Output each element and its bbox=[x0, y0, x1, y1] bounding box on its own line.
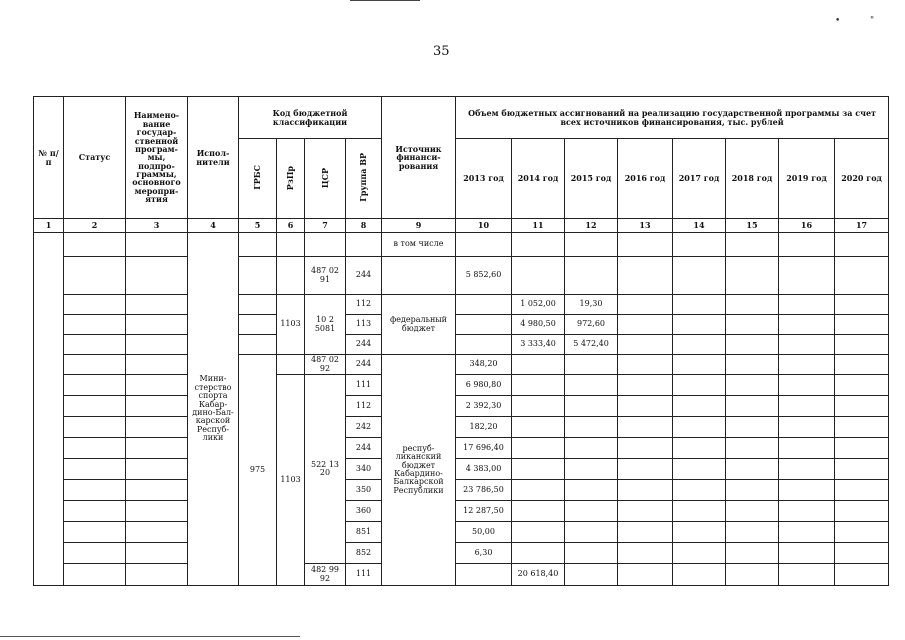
table-cell bbox=[64, 480, 126, 501]
bottom-rule bbox=[0, 636, 300, 637]
column-number: 8 bbox=[346, 219, 382, 233]
table-cell bbox=[779, 233, 835, 257]
table-cell bbox=[726, 522, 779, 543]
column-number: 2 bbox=[64, 219, 126, 233]
col-rzpr-header: РзПр bbox=[277, 139, 305, 219]
table-cell bbox=[726, 501, 779, 522]
table-cell bbox=[726, 335, 779, 355]
table-cell bbox=[239, 257, 277, 295]
page-number: 35 bbox=[433, 44, 450, 59]
table-cell bbox=[673, 543, 726, 564]
table-cell bbox=[126, 355, 188, 375]
table-cell bbox=[565, 459, 618, 480]
col-budget-code-header: Код бюджетной классификации bbox=[239, 97, 382, 139]
table-row bbox=[34, 522, 889, 543]
table-cell bbox=[64, 295, 126, 315]
header-row-1 bbox=[34, 97, 889, 139]
value-2015: 19,30 bbox=[565, 295, 618, 315]
table-cell bbox=[779, 480, 835, 501]
table-cell bbox=[126, 257, 188, 295]
table-cell bbox=[126, 295, 188, 315]
table-cell bbox=[835, 355, 889, 375]
table-cell bbox=[346, 233, 382, 257]
csr-cell: 487 02 91 bbox=[305, 257, 346, 295]
table-cell bbox=[64, 564, 126, 586]
vr-cell: 340 bbox=[346, 459, 382, 480]
table-cell bbox=[673, 335, 726, 355]
table-cell bbox=[835, 257, 889, 295]
column-number: 12 bbox=[565, 219, 618, 233]
col-volume-header: Объем бюджетных ассигнований на реализацию государственной программы за счет всех источников финансирования, тыс. рублей bbox=[456, 97, 889, 139]
executor-cell: Мини-стерство спорта Кабар-дино-Бал-карской Респуб-лики bbox=[188, 233, 239, 586]
table-cell bbox=[835, 233, 889, 257]
vr-cell: 244 bbox=[346, 438, 382, 459]
table-cell bbox=[779, 564, 835, 586]
table-cell bbox=[126, 233, 188, 257]
table-cell bbox=[835, 335, 889, 355]
table-cell bbox=[64, 501, 126, 522]
year-header: 2017 год bbox=[673, 139, 726, 219]
table-cell bbox=[726, 295, 779, 315]
table-cell bbox=[64, 355, 126, 375]
table-cell bbox=[726, 233, 779, 257]
table-cell bbox=[239, 335, 277, 355]
source-cell bbox=[382, 257, 456, 295]
table-cell bbox=[565, 375, 618, 396]
table-cell bbox=[618, 375, 673, 396]
table-cell bbox=[126, 501, 188, 522]
table-cell bbox=[565, 564, 618, 586]
table-cell bbox=[726, 438, 779, 459]
table-cell bbox=[239, 295, 277, 315]
table-cell bbox=[835, 543, 889, 564]
value-2013 bbox=[456, 315, 512, 335]
table-row bbox=[34, 257, 889, 295]
table-cell bbox=[673, 480, 726, 501]
table-cell bbox=[779, 355, 835, 375]
table-cell bbox=[126, 315, 188, 335]
table-row bbox=[34, 396, 889, 417]
column-number: 7 bbox=[305, 219, 346, 233]
csr-cell: 482 99 92 bbox=[305, 564, 346, 586]
federal-source-cell: федеральный бюджет bbox=[382, 295, 456, 355]
col-executor-header: Испол-нители bbox=[188, 97, 239, 219]
value-2013: 17 696,40 bbox=[456, 438, 512, 459]
column-numbers-row bbox=[34, 219, 889, 233]
table-cell bbox=[64, 417, 126, 438]
table-cell bbox=[726, 417, 779, 438]
column-number: 16 bbox=[779, 219, 835, 233]
year-header: 2014 год bbox=[512, 139, 565, 219]
table-cell bbox=[779, 501, 835, 522]
csr-cell: 487 02 92 bbox=[305, 355, 346, 375]
table-cell bbox=[618, 480, 673, 501]
table-cell bbox=[835, 522, 889, 543]
year-header: 2013 год bbox=[456, 139, 512, 219]
table-cell bbox=[835, 501, 889, 522]
table-row bbox=[34, 543, 889, 564]
column-number: 10 bbox=[456, 219, 512, 233]
table-cell bbox=[64, 438, 126, 459]
column-number: 17 bbox=[835, 219, 889, 233]
table-cell bbox=[618, 438, 673, 459]
table-cell bbox=[673, 257, 726, 295]
column-number: 15 bbox=[726, 219, 779, 233]
table-cell bbox=[565, 543, 618, 564]
vr-cell: 244 bbox=[346, 257, 382, 295]
vr-cell: 244 bbox=[346, 335, 382, 355]
table-row bbox=[34, 295, 889, 315]
col-vr-header: Группа ВР bbox=[346, 139, 382, 219]
table-cell bbox=[565, 522, 618, 543]
value-2013: 6,30 bbox=[456, 543, 512, 564]
table-cell bbox=[835, 417, 889, 438]
table-cell bbox=[565, 417, 618, 438]
vr-cell: 360 bbox=[346, 501, 382, 522]
table-cell bbox=[618, 335, 673, 355]
value-2013: 4 383,00 bbox=[456, 459, 512, 480]
table-cell bbox=[673, 375, 726, 396]
table-cell bbox=[673, 315, 726, 335]
table-cell bbox=[673, 355, 726, 375]
value-2013: 5 852,60 bbox=[456, 257, 512, 295]
table-cell bbox=[726, 375, 779, 396]
table-cell bbox=[618, 501, 673, 522]
table-cell bbox=[64, 335, 126, 355]
column-number: 4 bbox=[188, 219, 239, 233]
table-cell bbox=[835, 480, 889, 501]
table-cell bbox=[835, 396, 889, 417]
table-cell bbox=[64, 543, 126, 564]
table-cell bbox=[618, 543, 673, 564]
vr-cell: 112 bbox=[346, 295, 382, 315]
table-cell bbox=[126, 438, 188, 459]
table-cell bbox=[673, 295, 726, 315]
table-cell bbox=[277, 233, 305, 257]
table-cell bbox=[726, 257, 779, 295]
table-cell bbox=[779, 438, 835, 459]
table-cell bbox=[726, 564, 779, 586]
table-cell bbox=[64, 233, 126, 257]
table-cell bbox=[512, 257, 565, 295]
table-cell bbox=[779, 522, 835, 543]
table-cell bbox=[779, 375, 835, 396]
value-2013: 348,20 bbox=[456, 355, 512, 375]
table-cell bbox=[126, 480, 188, 501]
republic-source-cell: респуб-ликанский бюджет Кабардино-Балкарской Республики bbox=[382, 355, 456, 586]
budget-table bbox=[33, 96, 889, 586]
csr-cell: 522 13 20 bbox=[305, 375, 346, 564]
table-cell bbox=[779, 295, 835, 315]
table-cell bbox=[512, 543, 565, 564]
table-cell bbox=[126, 335, 188, 355]
table-cell bbox=[673, 522, 726, 543]
table-cell bbox=[779, 417, 835, 438]
table-cell bbox=[126, 543, 188, 564]
table-cell bbox=[835, 459, 889, 480]
table-cell bbox=[64, 375, 126, 396]
table-cell bbox=[512, 459, 565, 480]
table-cell bbox=[618, 355, 673, 375]
top-rule bbox=[350, 0, 420, 1]
table-cell bbox=[779, 257, 835, 295]
table-cell bbox=[565, 233, 618, 257]
table-cell bbox=[726, 355, 779, 375]
table-row bbox=[34, 438, 889, 459]
col-status-header: Статус bbox=[64, 97, 126, 219]
table-cell bbox=[512, 480, 565, 501]
value-2013 bbox=[456, 295, 512, 315]
table-cell bbox=[835, 295, 889, 315]
table-row bbox=[34, 315, 889, 335]
table-cell bbox=[779, 396, 835, 417]
table-cell bbox=[673, 438, 726, 459]
table-row bbox=[34, 355, 889, 375]
source-cell bbox=[456, 564, 512, 586]
table-cell bbox=[512, 522, 565, 543]
table-cell bbox=[126, 522, 188, 543]
table-cell bbox=[64, 396, 126, 417]
table-row bbox=[34, 501, 889, 522]
table-cell bbox=[512, 417, 565, 438]
table-row bbox=[34, 459, 889, 480]
table-cell bbox=[64, 315, 126, 335]
table-cell bbox=[618, 233, 673, 257]
value-2013: 20 618,40 bbox=[512, 564, 565, 586]
table-cell bbox=[126, 459, 188, 480]
rzpr-cell: 1103 bbox=[277, 375, 305, 586]
table-row bbox=[34, 480, 889, 501]
table-cell bbox=[673, 417, 726, 438]
table-row bbox=[34, 564, 889, 586]
table-cell bbox=[673, 233, 726, 257]
table-cell bbox=[779, 315, 835, 335]
table-row bbox=[34, 375, 889, 396]
vr-cell: 113 bbox=[346, 315, 382, 335]
table-row bbox=[34, 335, 889, 355]
table-cell bbox=[673, 501, 726, 522]
table-cell bbox=[673, 396, 726, 417]
table-cell bbox=[618, 522, 673, 543]
table-cell bbox=[779, 459, 835, 480]
rzpr-cell: 1103 bbox=[277, 295, 305, 355]
table-cell bbox=[779, 335, 835, 355]
col-grbs-header: ГРБС bbox=[239, 139, 277, 219]
table-cell bbox=[565, 438, 618, 459]
value-2013 bbox=[456, 335, 512, 355]
table-cell bbox=[126, 417, 188, 438]
column-number: 5 bbox=[239, 219, 277, 233]
year-header: 2019 год bbox=[779, 139, 835, 219]
table-cell bbox=[565, 480, 618, 501]
table-cell bbox=[64, 459, 126, 480]
value-2013: 12 287,50 bbox=[456, 501, 512, 522]
table-cell bbox=[779, 543, 835, 564]
vr-cell: 350 bbox=[346, 480, 382, 501]
value-2013: 182,20 bbox=[456, 417, 512, 438]
value-2013: 50,00 bbox=[456, 522, 512, 543]
value-2014: 1 052,00 bbox=[512, 295, 565, 315]
column-number: 9 bbox=[382, 219, 456, 233]
table-cell bbox=[835, 315, 889, 335]
year-header: 2018 год bbox=[726, 139, 779, 219]
column-number: 14 bbox=[673, 219, 726, 233]
scan-speck: " bbox=[870, 16, 875, 26]
table-cell bbox=[618, 459, 673, 480]
year-header: 2020 год bbox=[835, 139, 889, 219]
table-cell bbox=[618, 295, 673, 315]
table-cell bbox=[305, 233, 346, 257]
scan-speck: • bbox=[835, 16, 841, 26]
column-number: 6 bbox=[277, 219, 305, 233]
table-cell bbox=[726, 396, 779, 417]
table-cell bbox=[835, 564, 889, 586]
value-2015: 5 472,40 bbox=[565, 335, 618, 355]
table-cell bbox=[512, 355, 565, 375]
csr-cell: 10 2 5081 bbox=[305, 295, 346, 355]
value-2013: 6 980,80 bbox=[456, 375, 512, 396]
column-number: 13 bbox=[618, 219, 673, 233]
table-cell bbox=[64, 522, 126, 543]
table-cell bbox=[126, 564, 188, 586]
year-header: 2016 год bbox=[618, 139, 673, 219]
table-cell bbox=[512, 375, 565, 396]
table-cell bbox=[512, 438, 565, 459]
table-cell bbox=[726, 315, 779, 335]
table-row bbox=[34, 233, 889, 257]
table-cell bbox=[126, 375, 188, 396]
table-cell bbox=[726, 480, 779, 501]
table-cell bbox=[565, 501, 618, 522]
table-cell bbox=[726, 543, 779, 564]
col-csr-header: ЦСР bbox=[305, 139, 346, 219]
table-cell bbox=[34, 233, 64, 586]
value-2013: 2 392,30 bbox=[456, 396, 512, 417]
table-cell bbox=[456, 233, 512, 257]
vr-cell: 111 bbox=[346, 375, 382, 396]
table-cell bbox=[64, 257, 126, 295]
table-cell bbox=[618, 417, 673, 438]
vr-cell: 112 bbox=[346, 396, 382, 417]
year-header: 2015 год bbox=[565, 139, 618, 219]
table-cell bbox=[673, 459, 726, 480]
including-cell: в том числе bbox=[382, 233, 456, 257]
table-cell bbox=[277, 355, 305, 375]
grbs-cell: 975 bbox=[239, 355, 277, 586]
value-2015: 972,60 bbox=[565, 315, 618, 335]
vr-cell: 111 bbox=[346, 564, 382, 586]
table-cell bbox=[618, 315, 673, 335]
table-cell bbox=[673, 564, 726, 586]
table-cell bbox=[512, 501, 565, 522]
table-cell bbox=[512, 233, 565, 257]
table-cell bbox=[565, 396, 618, 417]
value-2014: 4 980,50 bbox=[512, 315, 565, 335]
table-cell bbox=[618, 396, 673, 417]
table-cell bbox=[565, 257, 618, 295]
vr-cell: 244 bbox=[346, 355, 382, 375]
table-cell bbox=[126, 396, 188, 417]
table-cell bbox=[239, 315, 277, 335]
table-cell bbox=[618, 564, 673, 586]
vr-cell: 851 bbox=[346, 522, 382, 543]
table-cell bbox=[835, 375, 889, 396]
table-cell bbox=[835, 438, 889, 459]
column-number: 3 bbox=[126, 219, 188, 233]
col-name-header: Наимено-вание госудаp-ственной програм-мы, подпро-граммы, основного меропри-ятия bbox=[126, 97, 188, 219]
col-no-header: № п/п bbox=[34, 97, 64, 219]
table-cell bbox=[565, 355, 618, 375]
value-2014: 3 333,40 bbox=[512, 335, 565, 355]
col-source-header: Источник финанси-рования bbox=[382, 97, 456, 219]
table-cell bbox=[277, 257, 305, 295]
vr-cell: 852 bbox=[346, 543, 382, 564]
column-number: 1 bbox=[34, 219, 64, 233]
column-number: 11 bbox=[512, 219, 565, 233]
table-cell bbox=[618, 257, 673, 295]
table-cell bbox=[512, 396, 565, 417]
vr-cell: 242 bbox=[346, 417, 382, 438]
table-row bbox=[34, 417, 889, 438]
table-cell bbox=[726, 459, 779, 480]
value-2013: 23 786,50 bbox=[456, 480, 512, 501]
table-cell bbox=[239, 233, 277, 257]
